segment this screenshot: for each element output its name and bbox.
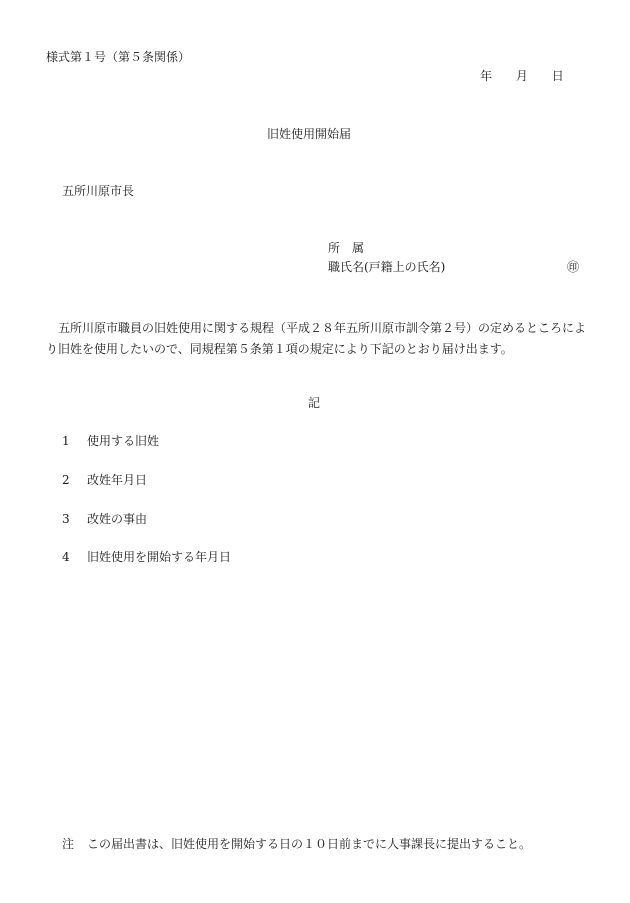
item-label: 改姓年月日 <box>87 473 148 487</box>
seal-icon: ㊞ <box>567 260 580 274</box>
name-label: 職氏名(戸籍上の氏名) <box>328 260 446 274</box>
item-number: 3 <box>62 512 70 526</box>
affiliation-label: 所 属 <box>328 241 365 255</box>
list-item <box>62 473 147 489</box>
list-item <box>62 512 147 528</box>
document-title: 旧姓使用開始届 <box>267 127 352 141</box>
form-number: 様式第１号（第５条関係） <box>46 50 191 64</box>
item-label: 改姓の事由 <box>87 512 148 526</box>
item-number: 1 <box>62 434 70 448</box>
list-item <box>62 434 159 450</box>
date-day-label: 日 <box>551 69 564 83</box>
note-text: この届出書は、旧姓使用を開始する日の１０日前までに人事課長に提出すること。 <box>87 837 532 851</box>
body-paragraph: 五所川原市職員の旧姓使用に関する規程（平成２８年五所川原市訓令第２号）の定めるところにより旧姓を使用したいので、同規程第５条第１項の規定により下記のとおり届け出ます。 <box>46 321 587 356</box>
item-number: 4 <box>62 550 70 564</box>
ki-heading: 記 <box>308 396 321 410</box>
item-label: 使用する旧姓 <box>87 434 160 448</box>
footnote <box>62 837 531 853</box>
date-year-label: 年 <box>480 69 493 83</box>
note-mark: 注 <box>62 837 75 851</box>
date-month-label: 月 <box>515 69 528 83</box>
item-number: 2 <box>62 473 70 487</box>
item-label: 旧姓使用を開始する年月日 <box>87 550 232 564</box>
addressee: 五所川原市長 <box>62 184 135 198</box>
list-item <box>62 550 231 566</box>
date-line <box>480 69 564 85</box>
applicant-block <box>328 241 445 279</box>
